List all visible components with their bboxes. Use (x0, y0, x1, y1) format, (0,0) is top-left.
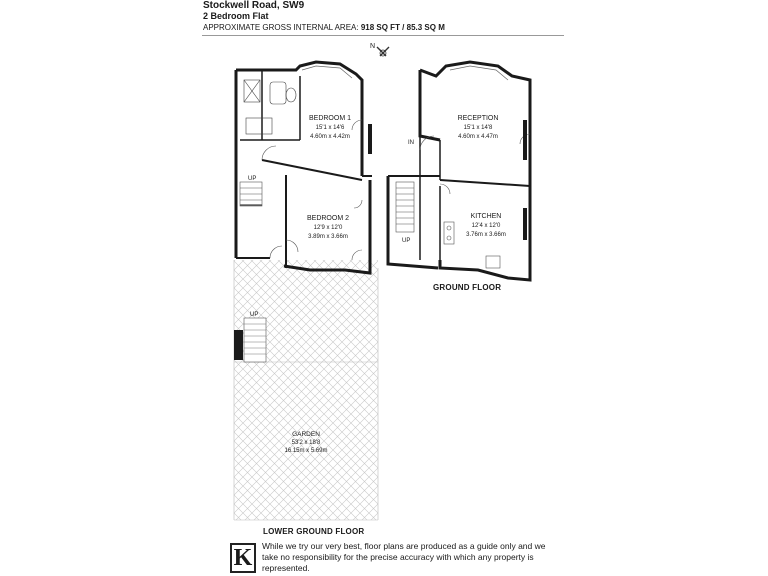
footer (230, 541, 562, 574)
bathroom-fixtures (244, 80, 296, 134)
up-marker-lower: UP (248, 176, 257, 182)
svg-text:12'9 x 12'0: 12'9 x 12'0 (313, 225, 343, 231)
svg-text:16.15m x 5.69m: 16.15m x 5.69m (284, 448, 328, 454)
svg-text:4.60m x 4.42m: 4.60m x 4.42m (310, 134, 350, 140)
room-bedroom-2 (307, 215, 349, 240)
garden-area (234, 260, 378, 520)
in-marker: IN (408, 140, 414, 146)
compass-label: N (370, 43, 376, 50)
ground-stairs (396, 182, 414, 232)
svg-text:GARDEN: GARDEN (292, 431, 320, 438)
room-bedroom-1 (309, 115, 351, 140)
radiator-ground (523, 120, 527, 160)
svg-text:3.76m x 3.66m: 3.76m x 3.66m (466, 232, 506, 238)
svg-text:15'1 x 14'6: 15'1 x 14'6 (315, 125, 345, 131)
lower-ground-floor-label: LOWER GROUND FLOOR (263, 527, 365, 536)
address-title: Stockwell Road, SW9 (203, 0, 305, 11)
svg-text:4.60m x 4.47m: 4.60m x 4.47m (458, 134, 498, 140)
up-marker-garden: UP (250, 312, 259, 318)
radiator (368, 124, 372, 154)
north-compass-icon (370, 43, 389, 56)
svg-text:RECEPTION: RECEPTION (457, 115, 499, 122)
svg-text:12'4 x 12'0: 12'4 x 12'0 (471, 223, 501, 229)
up-marker-ground: UP (402, 238, 411, 244)
disclaimer: While we try our very best, floor plans are produced as a guide only and we take no responsibility for the precise accuracy with which any property is represented. (262, 541, 546, 573)
lower-stairs (240, 182, 262, 206)
room-reception (458, 115, 499, 140)
svg-text:15'1 x 14'8: 15'1 x 14'8 (463, 125, 493, 131)
svg-text:BEDROOM 2: BEDROOM 2 (306, 215, 350, 222)
svg-text:BEDROOM 1: BEDROOM 1 (308, 115, 352, 122)
property-type: 2 Bedroom Flat (203, 11, 269, 21)
agency-logo: K (230, 543, 256, 573)
ground-floor-walls (388, 62, 530, 280)
svg-text:KITCHEN: KITCHEN (470, 213, 502, 220)
lower-ground-walls (236, 62, 372, 273)
area-label: APPROXIMATE GROSS INTERNAL AREA: (203, 23, 359, 32)
room-kitchen (466, 213, 506, 238)
radiator-kitchen (523, 208, 527, 240)
area-value: 918 SQ FT / 85.3 SQ M (360, 23, 445, 32)
svg-text:53'2 x 18'8: 53'2 x 18'8 (291, 440, 321, 446)
ground-floor-label: GROUND FLOOR (433, 283, 502, 292)
svg-text:3.89m x 3.66m: 3.89m x 3.66m (308, 234, 348, 240)
